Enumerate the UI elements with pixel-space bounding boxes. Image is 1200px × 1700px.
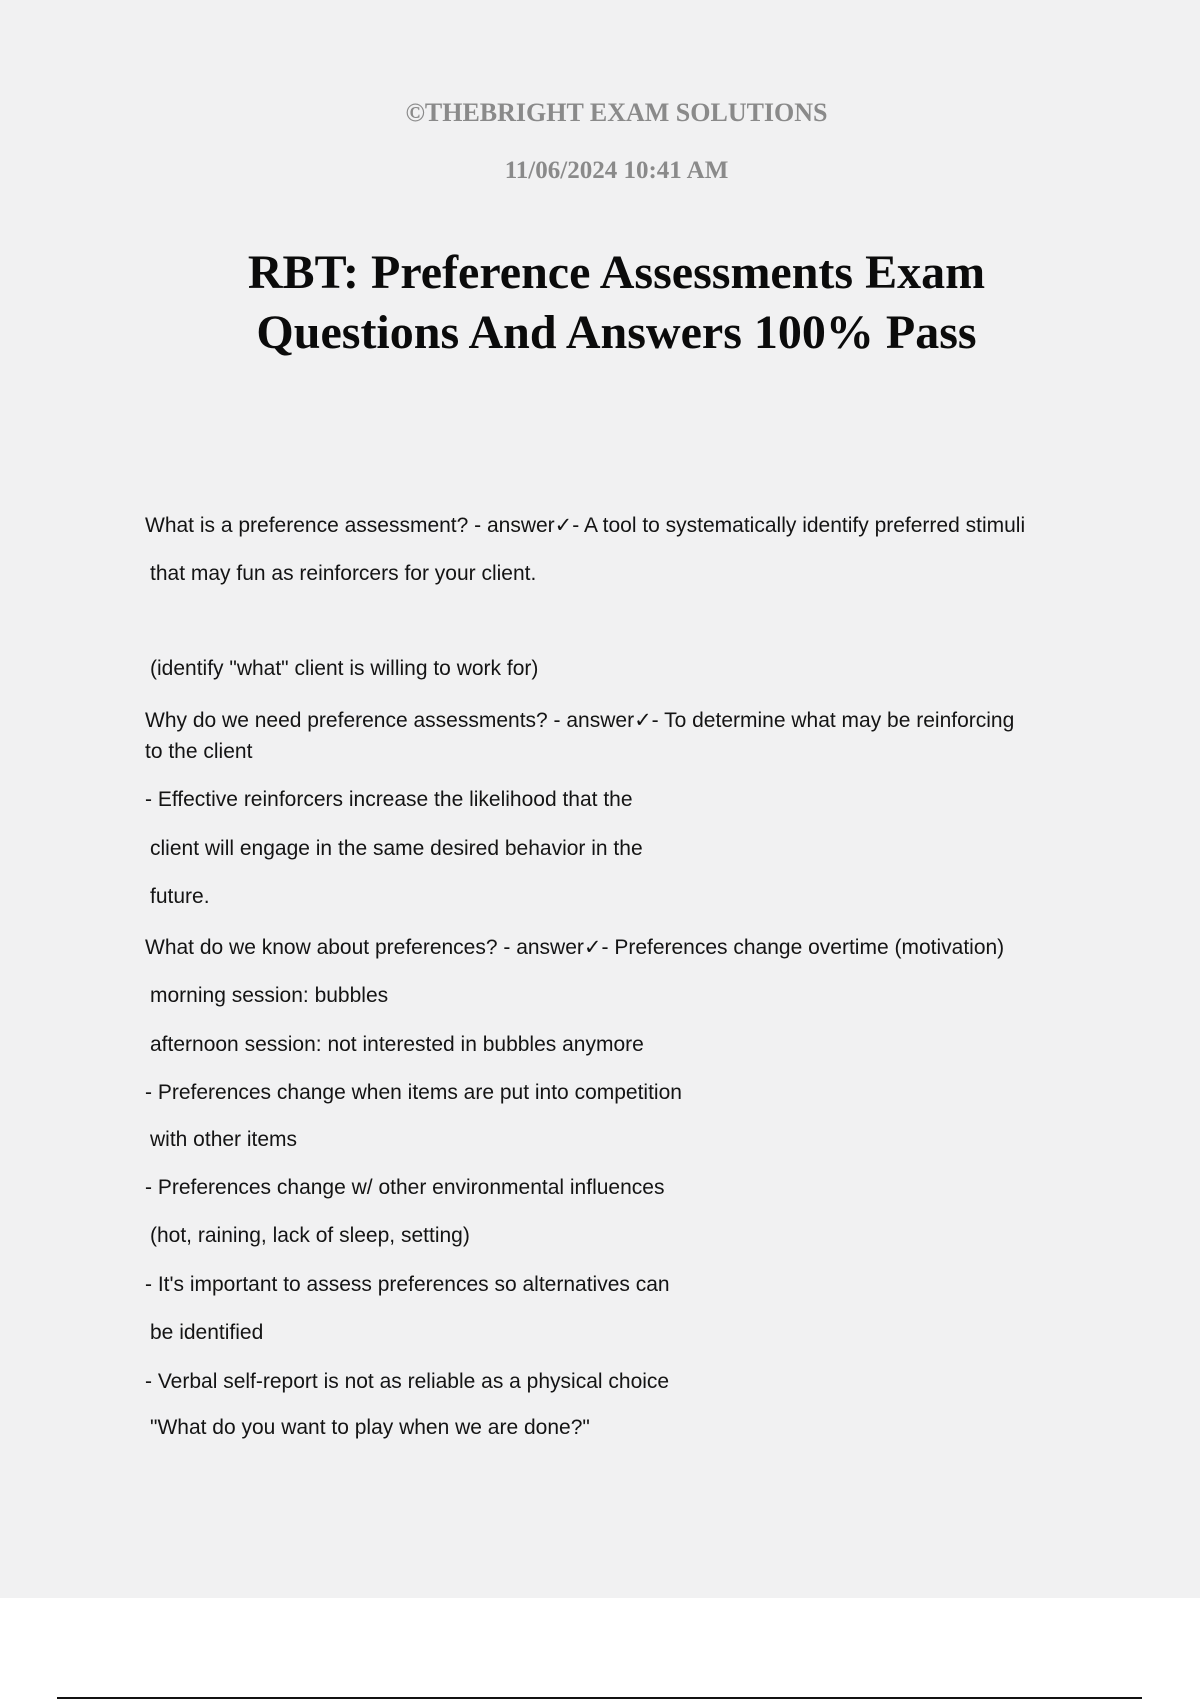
answer-line: - It's important to assess preferences so alternatives can [145,1273,670,1296]
question-line: What do we know about preferences? - answer✓- Preferences change overtime (motivation) [145,936,1005,959]
answer-line: client will engage in the same desired behavior in the [150,837,643,860]
question-line: What is a preference assessment? - answer✓- A tool to systematically identify preferred stimuli [145,514,1026,537]
answer-line: "What do you want to play when we are done?" [150,1416,590,1439]
answer-line: (hot, raining, lack of sleep, setting) [150,1224,470,1247]
answer-line: (identify "what" client is willing to work for) [150,657,539,680]
copyright-header: ©THEBRIGHT EXAM SOLUTIONS [405,98,828,127]
answer-line: future. [150,885,210,908]
answer-line: - Preferences change when items are put into competition [145,1081,682,1104]
date-time-stamp: 11/06/2024 10:41 AM [504,157,729,184]
answer-line: - Preferences change w/ other environmental influences [145,1176,665,1199]
page-divider [57,1697,1142,1699]
answer-line: be identified [150,1321,264,1344]
title-line: RBT: Preference Assessments Exam [247,246,986,299]
answer-line: that may fun as reinforcers for your client. [150,562,537,585]
answer-line: afternoon session: not interested in bubbles anymore [150,1033,644,1056]
question-line: Why do we need preference assessments? - answer✓- To determine what may be reinforcing [145,709,1015,732]
answer-line: - Effective reinforcers increase the likelihood that the [145,788,633,811]
answer-line: - Verbal self-report is not as reliable as a physical choice [145,1370,670,1393]
title-line: Questions And Answers 100% Pass [256,306,977,359]
answer-line: to the client [145,740,253,763]
answer-line: morning session: bubbles [150,984,389,1007]
answer-line: with other items [150,1128,298,1151]
